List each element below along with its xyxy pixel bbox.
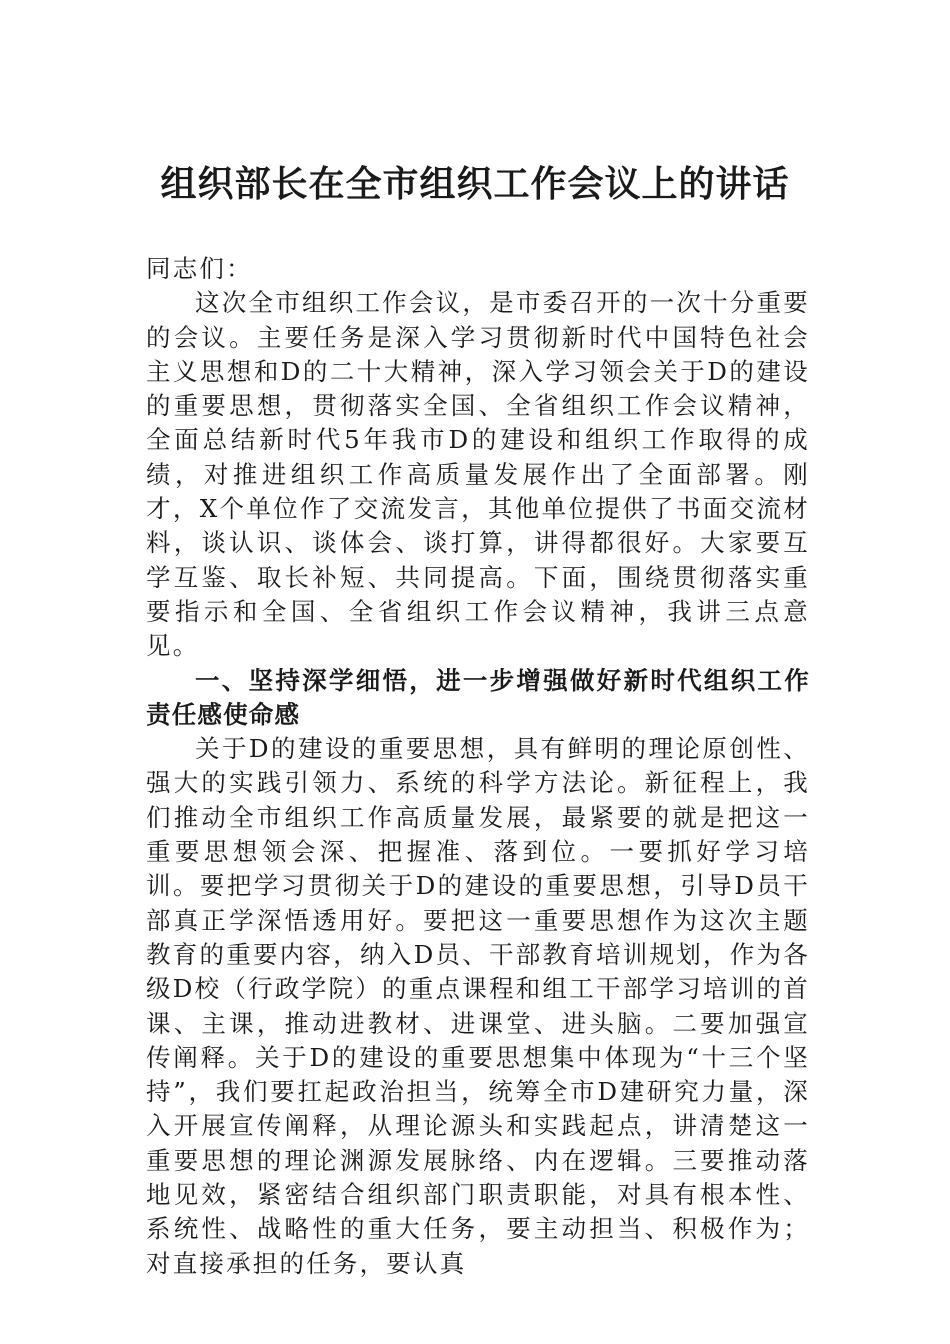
document-title: 组织部长在全市组织工作会议上的讲话 [160,163,790,205]
section-heading-1: 一、坚持深学细悟，进一步增强做好新时代组织工作责任感使命感 [146,665,810,729]
document-body [146,252,810,1281]
salutation: 同志们： [146,254,253,283]
paragraph-intro: 这次全市组织工作会议，是市委召开的一次十分重要的会议。主要任务是深入学习贯彻新时代中国特色社会主义思想和D的二十大精神，深入学习领会关于D的建设的重要思想，贯彻落实全国、全省组织工作会议精神，全面总结新时代5年我市D的建设和组织工作取得的成绩，对推进组织工作高质量发展作出了全面部署。刚才，X个单位作了交流发言，其他单位提供了书面交流材料，谈认识、谈体会、谈打算，讲得都很好。大家要互学互鉴、取长补短、共同提高。下面，围绕贯彻落实重要指示和全国、全省组织工作会议精神，我讲三点意见。 [146,288,810,661]
paragraph-section-1: 关于D的建设的重要思想，具有鲜明的理论原创性、强大的实践引领力、系统的科学方法论。新征程上，我们推动全市组织工作高质量发展，最紧要的就是把这一重要思想领会深、把握准、落到位。一要抓好学习培训。要把学习贯彻关于D的建设的重要思想，引导D员干部真正学深悟透用好。要把这一重要思想作为这次主题教育的重要内容，纳入D员、干部教育培训规划，作为各级D校（行政学院）的重点课程和组工干部学习培训的首课、主课，推动进教材、进课堂、进头脑。二要加强宣传阐释。关于D的建设的重要思想集中体现为“十三个坚持”，我们要扛起政治担当，统筹全市D建研究力量，深入开展宣传阐释，从理论源头和实践起点，讲清楚这一重要思想的理论渊源发展脉络、内在逻辑。三要推动落地见效，紧密结合组织部门职责职能，对具有根本性、系统性、战略性的重大任务，要主动担当、积极作为；对直接承担的任务，要认真 [146,734,810,1278]
